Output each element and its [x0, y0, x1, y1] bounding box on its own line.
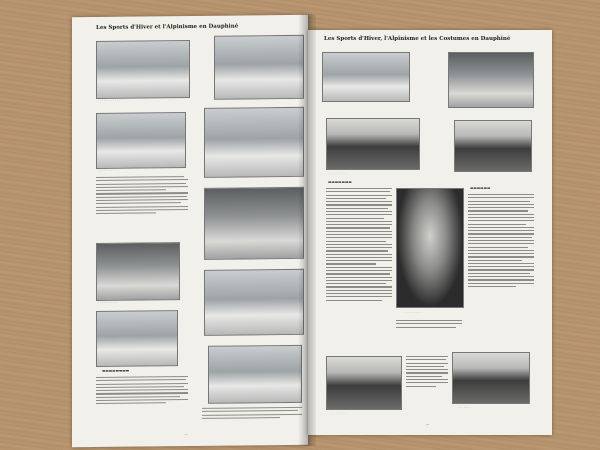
left-page [72, 15, 308, 447]
article-text-column [406, 356, 448, 389]
photo-caption: · · · · · · · · [98, 168, 113, 173]
photo-costume-family [452, 352, 530, 404]
photo-ski-group-ridge [96, 112, 186, 169]
photo-skiers-slope [96, 40, 190, 99]
photo-caption: · · · · · · · · · · · · [98, 98, 120, 103]
photo-skier-mountain [214, 35, 304, 100]
article-text-column [96, 176, 188, 216]
photo-caption: · · · · · · · · · [330, 411, 347, 415]
photo-caption: · · · · · · · [458, 405, 471, 409]
magazine-spine-shadow [298, 14, 316, 446]
article-text-column [468, 194, 534, 289]
article-subhead: ▬▬▬▬▬▬ [470, 186, 491, 190]
article-subhead: ▬▬▬▬▬▬▬ [328, 180, 352, 184]
article-text-column [96, 376, 188, 406]
photo-glacier-peaks [96, 242, 180, 301]
photo-ski-slope [208, 345, 302, 404]
photo-ski-pole-mountain [204, 107, 304, 178]
photo-forest-skier [204, 269, 304, 336]
right-page [308, 30, 552, 435]
photo-caption: · · · · · · · · · · · [328, 171, 349, 175]
article-subhead: ▬▬▬▬▬▬▬▬ [102, 368, 130, 373]
photo-skiers-snowfield [96, 310, 178, 367]
photo-costume-women [454, 120, 532, 172]
page-number: — [184, 432, 188, 437]
page-number: — [426, 422, 430, 426]
article-text-column [202, 407, 302, 421]
photo-villagers-group [326, 356, 402, 410]
right-page-header: Les Sports d'Hiver, l'Alpinisme et les Costumes en Dauphiné [324, 36, 511, 42]
article-text-column [396, 320, 462, 330]
left-page-header: Les Sports d'Hiver et l'Alpinisme en Dauphiné [96, 23, 239, 31]
photo-caption: · · · · · · · · · · · [98, 300, 119, 305]
photo-caption: · · · · · · · · · · [404, 310, 423, 314]
article-text-column [326, 188, 392, 303]
photo-woman-portrait [396, 188, 464, 308]
photo-alpine-range [204, 187, 304, 260]
photo-mountain-panorama [448, 52, 534, 108]
photo-chalet-snow [322, 52, 410, 102]
photo-costume-group [326, 118, 420, 170]
